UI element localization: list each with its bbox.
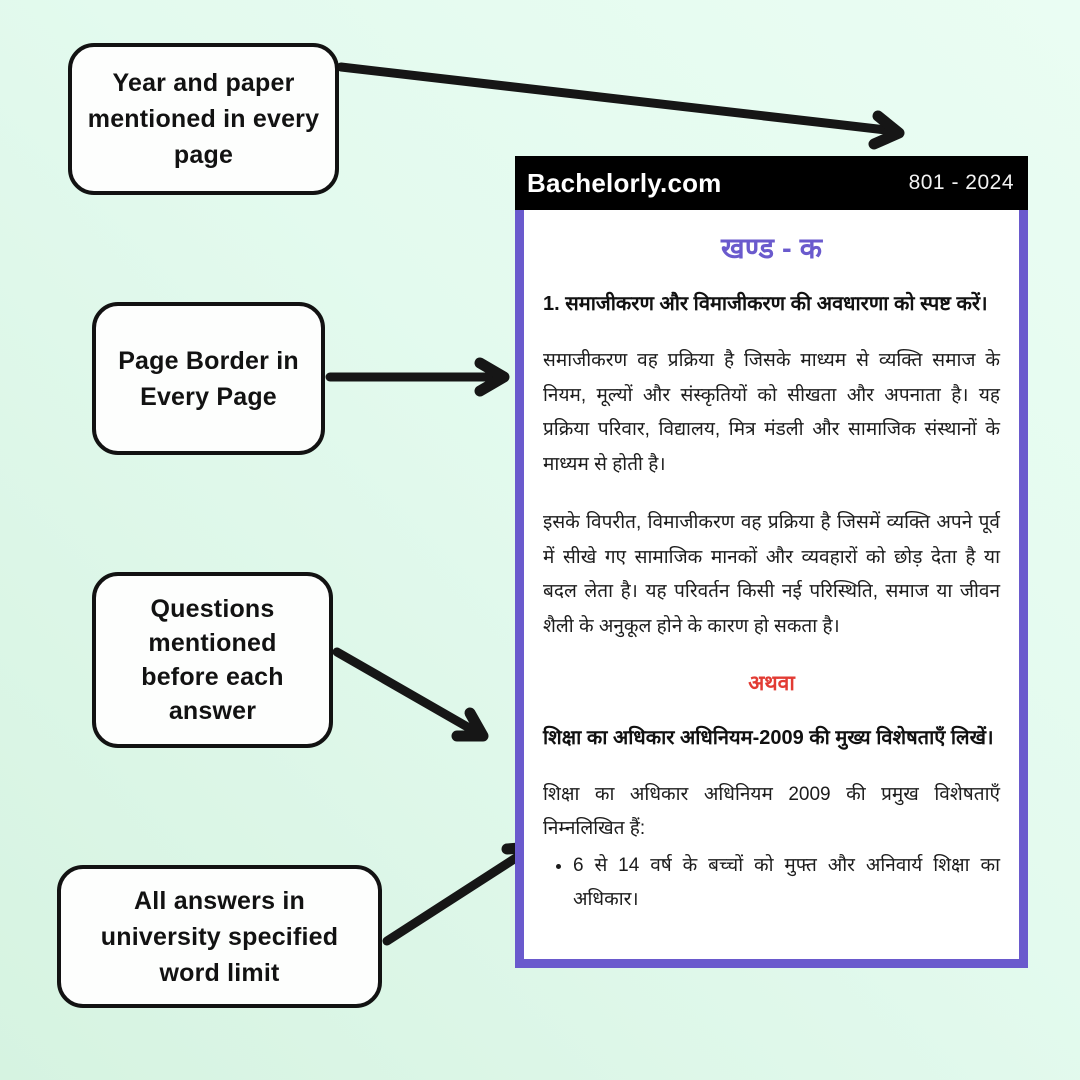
paper-code: 801 - 2024 xyxy=(908,171,1014,194)
callout-year-paper-label: Year and paper mentioned in every page xyxy=(87,69,320,169)
answer-1-paragraph-2: इसके विपरीत, विमाजीकरण वह प्रक्रिया है जिसमें व्यक्ति अपने पूर्व में सीखे गए सामाजिक मानकों और व्यवहारों को छोड़ देता है या बदल लेता है। यह परिवर्तन किसी नई परिस्थिति, समाज या जीवन शैली के अनुकूल होने के कारण हो सकता है। xyxy=(543,512,1000,638)
callout-page-border-label: Page Border in Every Page xyxy=(118,346,299,411)
callout-questions xyxy=(92,572,333,748)
arrow-to-page-border xyxy=(330,363,504,391)
callout-word-limit xyxy=(57,865,382,1008)
document-header xyxy=(515,156,1028,210)
brand-title: Bachelorly.com xyxy=(527,167,722,198)
answer-2-bullet-list xyxy=(543,849,1000,918)
document-body xyxy=(515,210,1028,968)
arrow-to-paper-code xyxy=(341,67,899,144)
arrow-to-answer xyxy=(387,847,533,941)
callout-page-border xyxy=(92,302,325,455)
arrow-to-question xyxy=(337,652,483,736)
section-title: खण्ड - क xyxy=(720,233,823,265)
answer-2-intro: शिक्षा का अधिकार अधिनियम 2009 की प्रमुख विशेषताएँ निम्नलिखित हैं: xyxy=(543,783,1000,840)
answer-1-paragraph-1: समाजीकरण वह प्रक्रिया है जिसके माध्यम से व्यक्ति समाज के नियम, मूल्यों और संस्कृतियों को सीखता और अपनाता है। यह प्रक्रिया परिवार, विद्यालय, मित्र मंडली और सामाजिक संस्थानों के माध्यम से होती है। xyxy=(543,350,1000,475)
callout-questions-label: Questions mentioned before each answer xyxy=(141,594,284,726)
callout-word-limit-label: All answers in university specified word limit xyxy=(100,886,339,987)
callout-year-paper xyxy=(68,43,339,195)
or-divider: अथवा xyxy=(748,671,795,695)
document-preview xyxy=(515,156,1028,968)
question-2: शिक्षा का अधिकार अधिनियम-2009 की मुख्य विशेषताएँ लिखें। xyxy=(543,726,994,749)
answer-2-bullet-item: • 6 से 14 वर्ष के बच्चों को मुफ्त और अनिवार्य शिक्षा का अधिकार। xyxy=(573,849,1000,918)
question-1: 1. समाजीकरण और विमाजीकरण की अवधारणा को स्पष्ट करें। xyxy=(543,293,988,315)
